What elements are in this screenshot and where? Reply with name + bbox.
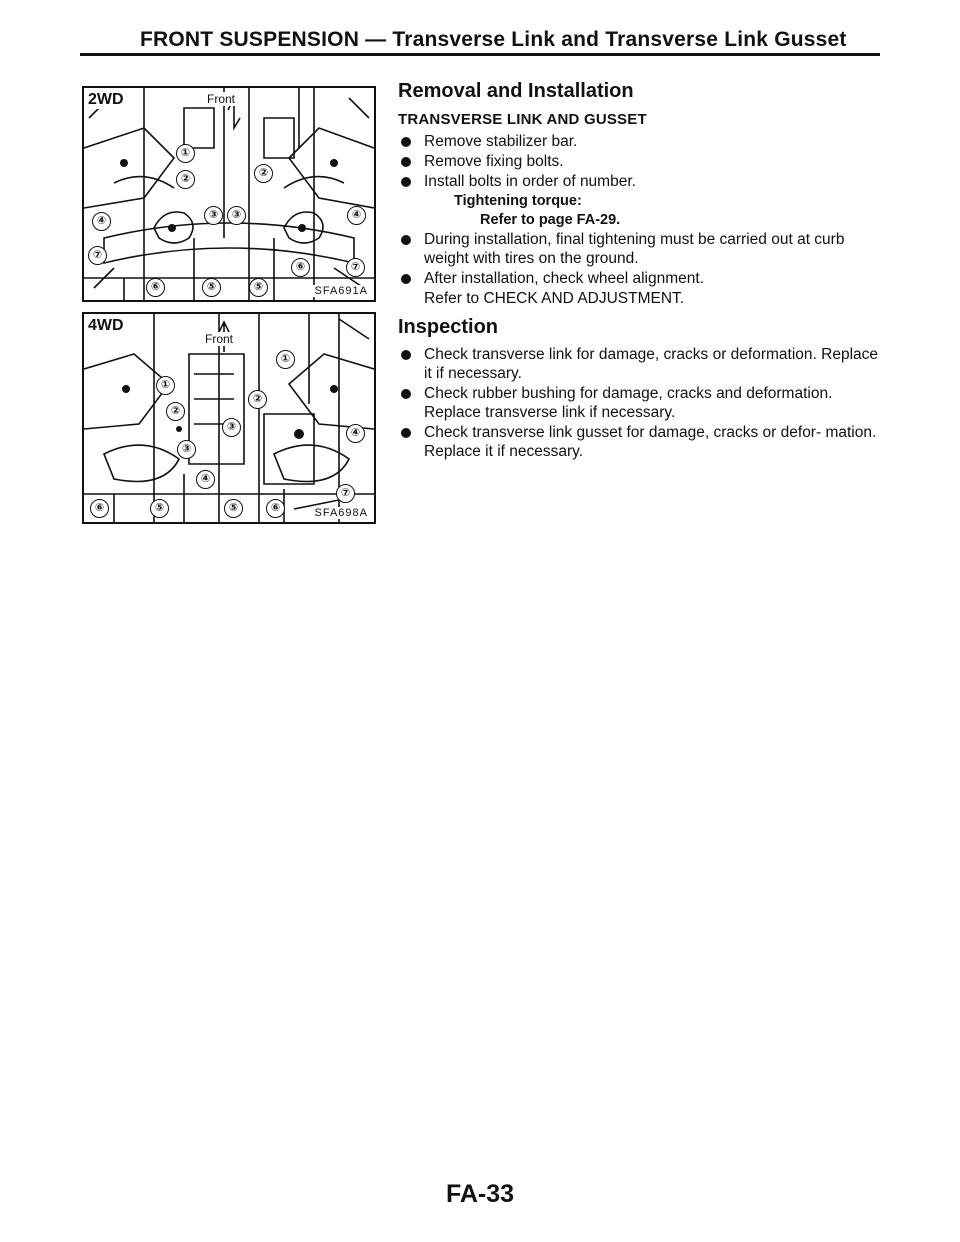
bullet-icon [401,389,411,399]
list-item-text: Check rubber bushing for damage, cracks and deformation. Replace transverse link if necessary. [424,385,833,421]
list-item [398,152,888,171]
callout-6: ⑥ [90,499,109,518]
callout-2: ② [254,164,273,183]
bullet-icon [401,274,411,284]
list-item [398,132,888,151]
callout-5: ⑤ [202,278,221,297]
list-item-text: After installation, check wheel alignment. [424,270,705,287]
bullet-icon [401,137,411,147]
list-item [398,230,888,268]
header-rule [80,53,880,56]
callout-1: ① [176,144,195,163]
bullet-icon [401,235,411,245]
figure-4wd-front-label: Front [205,332,234,346]
list-item-text: During installation, final tightening must be carried out at curb weight with tires on the ground. [424,231,845,267]
callout-6: ⑥ [266,499,285,518]
removal-heading: Removal and Installation [398,80,634,102]
figure-2wd-code: SFA691A [314,285,368,297]
bullet-icon [401,157,411,167]
list-item [398,345,888,383]
page-number: FA-33 [445,1180,515,1208]
callout-1: ① [156,376,175,395]
callout-2: ② [166,402,185,421]
callout-6: ⑥ [291,258,310,277]
list-item [398,172,888,191]
callout-2: ② [176,170,195,189]
figure-2wd-drawing [84,88,374,300]
callout-1: ① [276,350,295,369]
figure-4wd-code: SFA698A [314,507,368,519]
callout-4: ④ [92,212,111,231]
callout-7: ⑦ [346,258,365,277]
list-item-text: Remove fixing bolts. [424,153,564,170]
bullet-icon [401,177,411,187]
callout-3: ③ [204,206,223,225]
torque-reference: Refer to page FA-29. [480,212,621,228]
bullet-icon [401,350,411,360]
figure-4wd-suspension [82,312,376,524]
callout-6: ⑥ [146,278,165,297]
callout-3: ③ [227,206,246,225]
figure-2wd-suspension [82,86,376,302]
list-item-text: Remove stabilizer bar. [424,133,578,150]
figure-2wd-front-label: Front [207,92,236,106]
callout-5: ⑤ [150,499,169,518]
inspection-items [398,345,888,461]
page-header [80,28,880,54]
removal-steps [398,132,888,191]
callout-3: ③ [177,440,196,459]
figure-2wd-tag: 2WD [88,91,124,108]
bullet-icon [401,428,411,438]
list-item-text: Check transverse link for damage, cracks or deformation. Replace it if necessary. [424,346,879,382]
instructions-column [398,80,888,462]
removal-steps-after [398,230,888,288]
figure-4wd-tag: 4WD [88,317,124,334]
callout-7: ⑦ [88,246,107,265]
list-item-text: Check transverse link gusset for damage, cracks or defor- mation. Replace it if necessary. [424,424,877,460]
callout-5: ⑤ [224,499,243,518]
inspection-heading: Inspection [398,316,499,338]
callout-2: ② [248,390,267,409]
callout-4: ④ [346,424,365,443]
list-item [398,423,888,461]
list-item [398,269,888,288]
header-title: FRONT SUSPENSION — Transverse Link and Transverse Link Gusset [140,28,847,51]
callout-7: ⑦ [336,484,355,503]
callout-4: ④ [347,206,366,225]
callout-4: ④ [196,470,215,489]
list-item [398,384,888,422]
callout-3: ③ [222,418,241,437]
removal-subheading: TRANSVERSE LINK AND GUSSET [398,111,647,128]
refer-line: Refer to CHECK AND ADJUSTMENT. [424,290,685,307]
callout-5: ⑤ [249,278,268,297]
torque-label: Tightening torque: [454,193,582,209]
list-item-text: Install bolts in order of number. [424,173,636,190]
